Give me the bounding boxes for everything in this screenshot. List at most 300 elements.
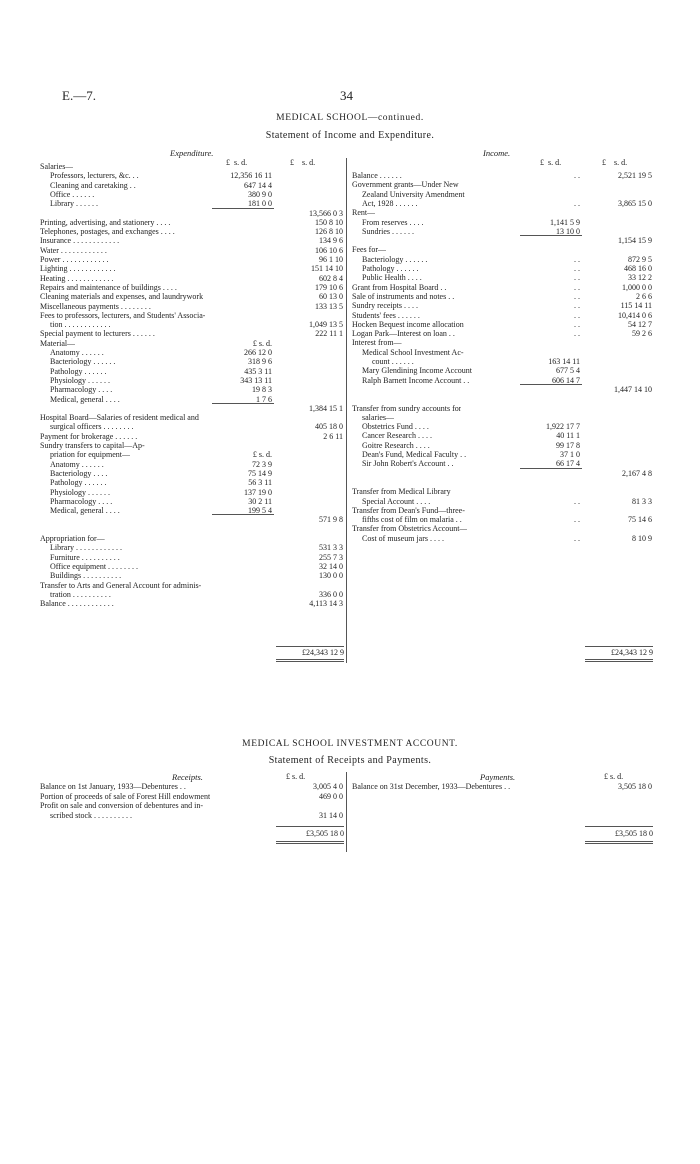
row-label: Cost of museum jars . . . . bbox=[362, 533, 444, 543]
table-row bbox=[40, 782, 343, 791]
table-row bbox=[352, 329, 652, 338]
table-row bbox=[352, 478, 652, 487]
table-row bbox=[352, 497, 652, 506]
payments-total: £3,505 18 0 bbox=[615, 829, 653, 838]
row-label: Library . . . . . . bbox=[50, 199, 98, 209]
row-label: tion . . . . . . . . . . . . bbox=[50, 320, 111, 330]
row-amount-inner: 37 1 0 bbox=[560, 450, 580, 459]
table-row bbox=[40, 357, 343, 366]
table-row bbox=[352, 422, 652, 431]
row-amount-inner: . . bbox=[574, 254, 580, 264]
row-amount-outer: 3,005 4 0 bbox=[313, 782, 343, 791]
row-label: Furniture . . . . . . . . . . bbox=[50, 552, 120, 562]
column-divider bbox=[346, 158, 347, 663]
table-row bbox=[352, 366, 652, 375]
row-label: Mary Glendining Income Account bbox=[362, 366, 472, 376]
row-label: Transfer from sundry accounts for bbox=[352, 403, 462, 413]
investment-heading: MEDICAL SCHOOL INVESTMENT ACCOUNT. bbox=[242, 739, 458, 749]
row-amount-outer: 469 0 0 bbox=[319, 791, 343, 801]
row-label: Dean's Fund, Medical Faculty . . bbox=[362, 450, 467, 459]
row-amount-outer: 1,447 14 10 bbox=[614, 384, 652, 394]
row-amount-outer: 531 3 3 bbox=[319, 543, 343, 553]
row-amount-inner: 181 0 0 bbox=[248, 199, 272, 209]
row-label: Zealand University Amendment bbox=[362, 189, 465, 199]
receipts-total-double-rule-1 bbox=[276, 841, 344, 842]
table-row bbox=[40, 441, 343, 450]
table-row bbox=[40, 404, 343, 413]
row-amount-outer: 33 12 2 bbox=[628, 273, 652, 283]
row-amount-outer: 10,414 0 6 bbox=[618, 310, 652, 320]
row-label: Material— bbox=[40, 338, 76, 348]
row-label: priation for equipment— bbox=[50, 450, 130, 460]
table-row bbox=[352, 413, 652, 422]
table-row bbox=[40, 311, 343, 320]
row-label: surgical officers . . . . . . . . bbox=[50, 422, 134, 432]
row-amount-outer: 571 9 8 bbox=[319, 515, 343, 525]
table-row bbox=[352, 264, 652, 273]
table-row bbox=[40, 422, 343, 431]
row-amount-outer: 602 8 4 bbox=[319, 273, 343, 283]
table-row bbox=[40, 283, 343, 292]
row-label: Buildings . . . . . . . . . . bbox=[50, 571, 122, 581]
table-row bbox=[352, 199, 652, 208]
row-amount-outer: 13,566 0 3 bbox=[309, 208, 343, 218]
income-total-rule bbox=[585, 646, 653, 647]
row-amount-outer: 134 9 6 bbox=[319, 236, 343, 246]
income-heading: MEDICAL SCHOOL—continued. bbox=[276, 113, 424, 123]
row-label: Pharmacology . . . . bbox=[50, 496, 113, 506]
row-amount-outer: 1,000 0 0 bbox=[622, 282, 652, 292]
row-label: Bacteriology . . . . . . bbox=[50, 357, 116, 367]
table-row bbox=[352, 218, 652, 227]
inv-currency-left: £ s. d. bbox=[286, 772, 306, 781]
subtotal-rule bbox=[212, 208, 274, 209]
table-row bbox=[40, 376, 343, 385]
row-label: Transfer from Dean's Fund—three- bbox=[352, 505, 465, 515]
expenditure-total: £24,343 12 9 bbox=[302, 648, 344, 657]
table-row bbox=[40, 246, 343, 255]
row-label: Physiology . . . . . . bbox=[50, 487, 111, 497]
row-label: scribed stock . . . . . . . . . . bbox=[50, 810, 132, 820]
row-amount-inner: 343 13 11 bbox=[240, 375, 272, 385]
table-row bbox=[352, 515, 652, 524]
table-row bbox=[40, 218, 343, 227]
row-label: Medical School Investment Ac- bbox=[362, 347, 464, 357]
table-row bbox=[40, 590, 343, 599]
row-label: Insurance . . . . . . . . . . . . bbox=[40, 236, 120, 246]
row-amount-outer: 126 8 10 bbox=[315, 227, 343, 237]
row-label: Pharmacology . . . . bbox=[50, 385, 113, 395]
row-amount-outer: 1,049 13 5 bbox=[309, 320, 343, 330]
row-amount-inner: 56 3 11 bbox=[248, 478, 272, 488]
table-row bbox=[352, 180, 652, 189]
row-amount-inner: 677 5 4 bbox=[556, 366, 580, 376]
row-label: Ralph Barnett Income Account . . bbox=[362, 375, 470, 385]
expenditure-header: Expenditure. bbox=[170, 148, 214, 158]
row-label: Lighting . . . . . . . . . . . . bbox=[40, 264, 116, 274]
table-row bbox=[40, 599, 343, 608]
row-label: Printing, advertising, and stationery . . . . bbox=[40, 217, 171, 227]
page-number: 34 bbox=[340, 88, 353, 103]
subtotal-rule bbox=[212, 514, 274, 515]
row-label: Portion of proceeds of sale of Forest Hill endowment bbox=[40, 791, 211, 801]
currency-header-right-b: £ s. d. bbox=[602, 158, 628, 167]
row-amount-inner: . . bbox=[574, 533, 580, 543]
table-row bbox=[40, 562, 343, 571]
row-amount-outer: 3,865 15 0 bbox=[618, 198, 652, 208]
row-label: Special Account . . . . bbox=[362, 496, 431, 506]
row-amount-outer: 151 14 10 bbox=[311, 264, 343, 274]
table-row bbox=[40, 190, 343, 199]
table-row bbox=[352, 534, 652, 543]
row-amount-outer: 2 6 6 bbox=[636, 291, 652, 301]
table-row bbox=[352, 357, 652, 366]
table-row bbox=[40, 227, 343, 236]
row-amount-inner: 163 14 11 bbox=[548, 357, 580, 366]
row-label: Miscellaneous payments . . . . . . . . bbox=[40, 301, 151, 311]
row-label: Balance . . . . . . . . . . . . bbox=[40, 599, 114, 609]
table-row bbox=[352, 338, 652, 347]
expenditure-total-rule bbox=[276, 646, 344, 647]
table-row bbox=[40, 171, 343, 180]
row-label: Obstetrics Fund . . . . bbox=[362, 422, 429, 432]
inv-currency-right: £ s. d. bbox=[604, 772, 624, 781]
table-row bbox=[40, 320, 343, 329]
currency-header-left-b: £ s. d. bbox=[290, 158, 316, 167]
row-label: Transfer to Arts and General Account for adminis- bbox=[40, 580, 202, 590]
row-label: Bacteriology . . . . . . bbox=[362, 254, 428, 264]
row-label: Balance on 31st December, 1933—Debentures . . bbox=[352, 782, 511, 791]
currency-header-right-a: £ s. d. bbox=[540, 158, 562, 167]
row-amount-outer: 54 12 7 bbox=[628, 319, 652, 329]
row-amount-inner: 12,356 16 11 bbox=[230, 171, 272, 181]
row-amount-inner: 75 14 9 bbox=[248, 468, 272, 478]
table-row bbox=[40, 534, 343, 543]
table-row bbox=[40, 553, 343, 562]
table-row bbox=[40, 792, 343, 801]
row-label: Telephones, postages, and exchanges . . . . bbox=[40, 227, 175, 237]
row-label: Grant from Hospital Board . . bbox=[352, 282, 447, 292]
table-row bbox=[352, 450, 652, 459]
subtotal-rule bbox=[520, 384, 582, 385]
row-amount-inner: £ s. d. bbox=[252, 338, 272, 348]
table-row bbox=[40, 488, 343, 497]
row-label: Heating . . . . . . . . . . . . bbox=[40, 273, 114, 283]
table-row bbox=[352, 469, 652, 478]
subtotal-rule bbox=[212, 403, 274, 404]
row-label: Medical, general . . . . bbox=[50, 394, 120, 404]
table-row bbox=[352, 227, 652, 236]
row-label: Rent— bbox=[352, 208, 376, 218]
table-row bbox=[40, 385, 343, 394]
row-label: Balance on 1st January, 1933—Debentures . . bbox=[40, 782, 186, 791]
table-row bbox=[40, 339, 343, 348]
table-row bbox=[352, 273, 652, 282]
row-amount-outer: 3,505 18 0 bbox=[618, 782, 652, 791]
row-amount-outer: 106 10 6 bbox=[315, 245, 343, 255]
row-label: Appropriation for— bbox=[40, 534, 105, 543]
payments-total-double-rule-1 bbox=[585, 841, 653, 842]
row-label: Hocken Bequest income allocation bbox=[352, 319, 464, 329]
row-amount-inner: 66 17 4 bbox=[556, 459, 580, 469]
row-amount-inner: 647 14 4 bbox=[244, 180, 272, 190]
income-total: £24,343 12 9 bbox=[611, 648, 653, 657]
row-label: Transfer from Medical Library bbox=[352, 487, 451, 497]
row-label: Fees to professors, lecturers, and Students' Associa- bbox=[40, 310, 206, 320]
table-row bbox=[40, 497, 343, 506]
row-amount-inner: . . bbox=[574, 282, 580, 292]
table-row bbox=[352, 255, 652, 264]
row-amount-inner: 13 10 0 bbox=[556, 226, 580, 236]
table-row bbox=[352, 431, 652, 440]
row-label: Students' fees . . . . . . bbox=[352, 310, 420, 320]
row-amount-outer: 2,521 19 5 bbox=[618, 171, 652, 180]
row-amount-inner: £ s. d. bbox=[252, 450, 272, 460]
row-label: Bacteriology . . . . bbox=[50, 468, 108, 478]
table-row bbox=[352, 385, 652, 394]
row-amount-outer: 75 14 6 bbox=[628, 515, 652, 525]
row-label: fifths cost of film on malaria . . bbox=[362, 515, 462, 525]
row-amount-outer: 179 10 6 bbox=[315, 282, 343, 292]
expenditure-total-double-rule-2 bbox=[276, 661, 344, 662]
row-amount-outer: 2,167 4 8 bbox=[622, 468, 652, 478]
income-subheading: Statement of Income and Expenditure. bbox=[265, 130, 435, 141]
table-row bbox=[40, 199, 343, 208]
row-label: Interest from— bbox=[352, 338, 402, 348]
table-row bbox=[352, 245, 652, 254]
row-label: Cancer Research . . . . bbox=[362, 431, 432, 441]
row-amount-inner: 30 2 11 bbox=[248, 496, 272, 506]
table-row bbox=[40, 515, 343, 524]
row-amount-inner: . . bbox=[574, 310, 580, 320]
table-row bbox=[40, 543, 343, 552]
row-label: Medical, general . . . . bbox=[50, 506, 120, 516]
table-row bbox=[40, 255, 343, 264]
row-label: Fees for— bbox=[352, 245, 386, 255]
table-row bbox=[352, 506, 652, 515]
receipts-total-double-rule-2 bbox=[276, 843, 344, 844]
receipts-total-rule bbox=[276, 826, 344, 827]
table-row bbox=[352, 171, 652, 180]
table-row bbox=[40, 413, 343, 422]
row-label: Logan Park—Interest on loan . . bbox=[352, 329, 455, 339]
row-label: Sundry receipts . . . . bbox=[352, 301, 418, 311]
table-row bbox=[40, 432, 343, 441]
row-amount-outer: 96 1 10 bbox=[319, 255, 343, 264]
row-amount-inner: 1 7 6 bbox=[256, 394, 272, 404]
row-amount-inner: 1,922 17 7 bbox=[546, 422, 580, 432]
row-amount-outer: 405 18 0 bbox=[315, 422, 343, 432]
subtotal-rule bbox=[520, 468, 582, 469]
row-amount-inner: 380 9 0 bbox=[248, 189, 272, 199]
row-amount-inner: 435 3 11 bbox=[244, 366, 272, 376]
table-row bbox=[40, 571, 343, 580]
row-amount-inner: . . bbox=[574, 198, 580, 208]
row-label: salaries— bbox=[362, 412, 394, 422]
table-row bbox=[40, 264, 343, 273]
row-amount-inner: . . bbox=[574, 264, 580, 273]
row-label: Pathology . . . . . . bbox=[362, 264, 419, 273]
row-label: Water . . . . . . . . . . . . bbox=[40, 245, 107, 255]
table-row bbox=[40, 236, 343, 245]
row-amount-outer: 468 16 0 bbox=[624, 264, 652, 273]
table-row bbox=[352, 320, 652, 329]
table-row bbox=[352, 782, 652, 791]
row-amount-outer: 1,384 15 1 bbox=[309, 403, 343, 413]
table-row bbox=[40, 162, 343, 171]
row-amount-outer: 222 11 1 bbox=[315, 329, 343, 339]
row-amount-inner: 19 8 3 bbox=[252, 385, 272, 395]
row-amount-outer: 32 14 0 bbox=[319, 561, 343, 571]
row-label: Government grants—Under New bbox=[352, 180, 459, 190]
row-label: Transfer from Obstetrics Account— bbox=[352, 524, 468, 534]
row-label: Cleaning and caretaking . . bbox=[50, 180, 136, 190]
receipts-total: £3,505 18 0 bbox=[306, 829, 344, 838]
income-total-double-rule-2 bbox=[585, 661, 653, 662]
payments-header: Payments. bbox=[480, 772, 516, 782]
row-label: Profit on sale and conversion of debentures and in- bbox=[40, 801, 204, 811]
row-amount-inner: 72 3 9 bbox=[252, 459, 272, 469]
row-amount-inner: 137 19 0 bbox=[244, 487, 272, 497]
table-row bbox=[352, 292, 652, 301]
investment-subheading: Statement of Receipts and Payments. bbox=[268, 755, 432, 766]
table-row bbox=[352, 283, 652, 292]
currency-header-left-a: £ s. d. bbox=[226, 158, 248, 167]
row-amount-inner: . . bbox=[574, 301, 580, 311]
table-row bbox=[352, 441, 652, 450]
row-label: Sundry transfers to capital—Ap- bbox=[40, 441, 145, 450]
row-amount-inner: 266 12 0 bbox=[244, 348, 272, 357]
row-label: tration . . . . . . . . . . bbox=[50, 589, 111, 599]
table-row bbox=[40, 395, 343, 404]
row-amount-inner: . . bbox=[574, 171, 580, 180]
table-row bbox=[352, 404, 652, 413]
row-label: Special payment to lecturers . . . . . . bbox=[40, 329, 155, 339]
row-amount-inner: 40 11 1 bbox=[556, 431, 580, 441]
row-label: Act, 1928 . . . . . . bbox=[362, 198, 418, 208]
row-label: Public Health . . . . bbox=[362, 273, 422, 283]
table-row bbox=[40, 581, 343, 590]
row-label: Sale of instruments and notes . . bbox=[352, 291, 455, 301]
row-amount-inner: . . bbox=[574, 291, 580, 301]
table-row bbox=[40, 450, 343, 459]
table-row bbox=[40, 460, 343, 469]
receipts-header: Receipts. bbox=[172, 772, 203, 782]
table-row bbox=[40, 525, 343, 534]
row-amount-outer: 4,113 14 3 bbox=[309, 599, 343, 609]
table-row bbox=[352, 459, 652, 468]
row-label: Library . . . . . . . . . . . . bbox=[50, 543, 122, 553]
expenditure-total-double-rule-1 bbox=[276, 659, 344, 660]
table-row bbox=[352, 394, 652, 403]
row-label: From reserves . . . . bbox=[362, 217, 424, 227]
table-row bbox=[40, 469, 343, 478]
table-row bbox=[40, 801, 343, 810]
table-row bbox=[40, 348, 343, 357]
row-amount-outer: 133 13 5 bbox=[315, 301, 343, 311]
table-row bbox=[40, 811, 343, 820]
table-row bbox=[40, 506, 343, 515]
row-amount-outer: 150 8 10 bbox=[315, 217, 343, 227]
page-ref: E.—7. bbox=[62, 88, 96, 103]
table-row bbox=[352, 301, 652, 310]
inv-column-divider bbox=[346, 772, 347, 852]
row-label: Office equipment . . . . . . . . bbox=[50, 561, 139, 571]
row-amount-inner: . . bbox=[574, 329, 580, 339]
table-row bbox=[40, 329, 343, 338]
row-amount-inner: . . bbox=[574, 496, 580, 506]
row-amount-outer: 2 6 11 bbox=[323, 431, 343, 441]
table-row bbox=[352, 348, 652, 357]
table-row bbox=[352, 524, 652, 533]
row-label: Payment for brokerage . . . . . . bbox=[40, 431, 138, 441]
row-amount-inner: . . bbox=[574, 319, 580, 329]
row-amount-outer: 872 9 5 bbox=[628, 254, 652, 264]
row-label: Anatomy . . . . . . bbox=[50, 348, 104, 357]
income-total-double-rule-1 bbox=[585, 659, 653, 660]
row-amount-outer: 115 14 11 bbox=[620, 301, 652, 311]
row-label: Pathology . . . . . . bbox=[50, 478, 107, 488]
table-row bbox=[40, 209, 343, 218]
row-amount-inner: 606 14 7 bbox=[552, 375, 580, 385]
row-amount-inner: 318 9 6 bbox=[248, 357, 272, 367]
row-label: Cleaning materials and expenses, and laundrywork bbox=[40, 292, 204, 302]
row-label: Power . . . . . . . . . . . . bbox=[40, 255, 109, 264]
row-label: Sundries . . . . . . bbox=[362, 226, 414, 236]
row-label: count . . . . . . bbox=[372, 357, 414, 366]
row-amount-outer: 1,154 15 9 bbox=[618, 236, 652, 246]
row-label: Professors, lecturers, &c. . . bbox=[50, 171, 139, 181]
table-row bbox=[352, 208, 652, 217]
row-amount-inner: 99 17 8 bbox=[556, 440, 580, 450]
row-amount-inner: . . bbox=[574, 273, 580, 283]
row-label: Repairs and maintenance of buildings . . . . bbox=[40, 282, 177, 292]
table-row bbox=[352, 376, 652, 385]
row-label: Anatomy . . . . . . bbox=[50, 459, 104, 469]
table-row bbox=[352, 311, 652, 320]
row-amount-inner: . . bbox=[574, 515, 580, 525]
table-row bbox=[40, 181, 343, 190]
subtotal-rule bbox=[520, 235, 582, 236]
table-row bbox=[40, 302, 343, 311]
table-row bbox=[352, 236, 652, 245]
row-amount-outer: 59 2 6 bbox=[632, 329, 652, 339]
row-amount-outer: 130 0 0 bbox=[319, 571, 343, 581]
table-row bbox=[40, 274, 343, 283]
row-amount-outer: 31 14 0 bbox=[319, 810, 343, 820]
table-row bbox=[40, 292, 343, 301]
table-row bbox=[40, 367, 343, 376]
table-row bbox=[40, 478, 343, 487]
row-amount-outer: 8 10 9 bbox=[632, 533, 652, 543]
row-amount-outer: 255 7 3 bbox=[319, 552, 343, 562]
table-row bbox=[352, 190, 652, 199]
row-label: Balance . . . . . . bbox=[352, 171, 402, 180]
row-label: Goitre Research . . . . bbox=[362, 440, 430, 450]
row-amount-inner: 1,141 5 9 bbox=[550, 217, 580, 227]
row-label: Physiology . . . . . . bbox=[50, 375, 111, 385]
row-label: Sir John Robert's Account . . bbox=[362, 459, 454, 469]
row-amount-outer: 81 3 3 bbox=[632, 496, 652, 506]
table-row bbox=[352, 487, 652, 496]
row-label: Pathology . . . . . . bbox=[50, 366, 107, 376]
row-label: Office . . . . . . bbox=[50, 189, 95, 199]
row-amount-inner: 199 5 4 bbox=[248, 506, 272, 516]
payments-total-rule bbox=[585, 826, 653, 827]
row-label: Hospital Board—Salaries of resident medical and bbox=[40, 413, 199, 423]
income-header: Income. bbox=[483, 148, 511, 158]
row-label: Salaries— bbox=[40, 162, 74, 171]
